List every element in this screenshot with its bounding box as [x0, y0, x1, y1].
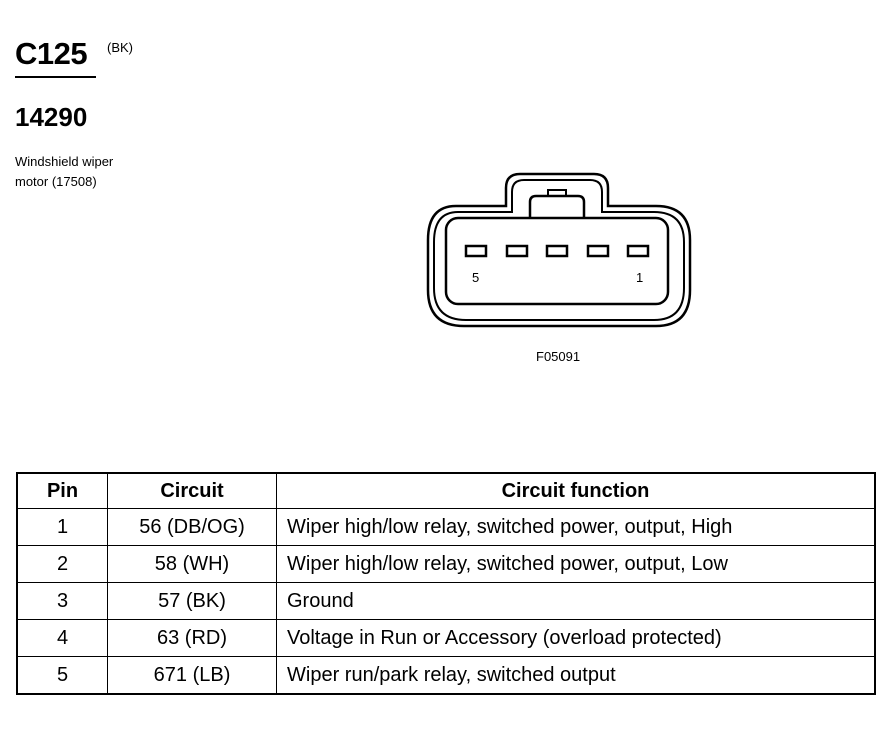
terminal-4 — [507, 246, 527, 256]
pin-label-1: 1 — [636, 270, 644, 285]
connector-latch — [530, 196, 584, 218]
terminal-5 — [466, 246, 486, 256]
function-cell: Voltage in Run or Accessory (overload protected) — [277, 620, 876, 657]
circuit-cell: 63 (RD) — [108, 620, 277, 657]
function-cell: Wiper high/low relay, switched power, output, Low — [277, 546, 876, 583]
figure-id: F05091 — [536, 349, 581, 364]
circuit-cell: 57 (BK) — [108, 583, 277, 620]
table-row — [17, 583, 875, 620]
column-header-circuit-function: Circuit function — [277, 473, 876, 509]
latch-tab — [548, 190, 566, 196]
component-description-line-2: motor (17508) — [15, 174, 97, 189]
connector-id: C125 — [15, 36, 88, 71]
pin-cell: 2 — [17, 546, 108, 583]
function-cell: Wiper high/low relay, switched power, output, High — [277, 509, 876, 546]
connector-color: (BK) — [107, 40, 133, 55]
column-header-circuit: Circuit — [108, 473, 277, 509]
table-row — [17, 620, 875, 657]
circuit-cell: 56 (DB/OG) — [108, 509, 277, 546]
connector-cavity — [446, 218, 668, 304]
connector-shell-inner-line — [434, 180, 684, 320]
connector-face-diagram — [420, 170, 700, 330]
part-number: 14290 — [15, 102, 88, 132]
terminal-2 — [588, 246, 608, 256]
pin-table — [16, 472, 876, 695]
component-description — [15, 152, 113, 192]
terminal-1 — [628, 246, 648, 256]
pin-cell: 4 — [17, 620, 108, 657]
table-row — [17, 509, 875, 546]
component-description-line-1: Windshield wiper — [15, 154, 114, 169]
table-row — [17, 546, 875, 583]
circuit-cell: 671 (LB) — [108, 657, 277, 695]
table-header-row — [17, 473, 875, 509]
function-cell: Ground — [277, 583, 876, 620]
terminal-3 — [547, 246, 567, 256]
column-header-pin: Pin — [17, 473, 108, 509]
circuit-cell: 58 (WH) — [108, 546, 277, 583]
pin-cell: 1 — [17, 509, 108, 546]
table-row — [17, 657, 875, 695]
pin-cell: 5 — [17, 657, 108, 695]
title-underline — [15, 76, 96, 78]
pin-cell: 3 — [17, 583, 108, 620]
function-cell: Wiper run/park relay, switched output — [277, 657, 876, 695]
pin-label-5: 5 — [472, 270, 480, 285]
